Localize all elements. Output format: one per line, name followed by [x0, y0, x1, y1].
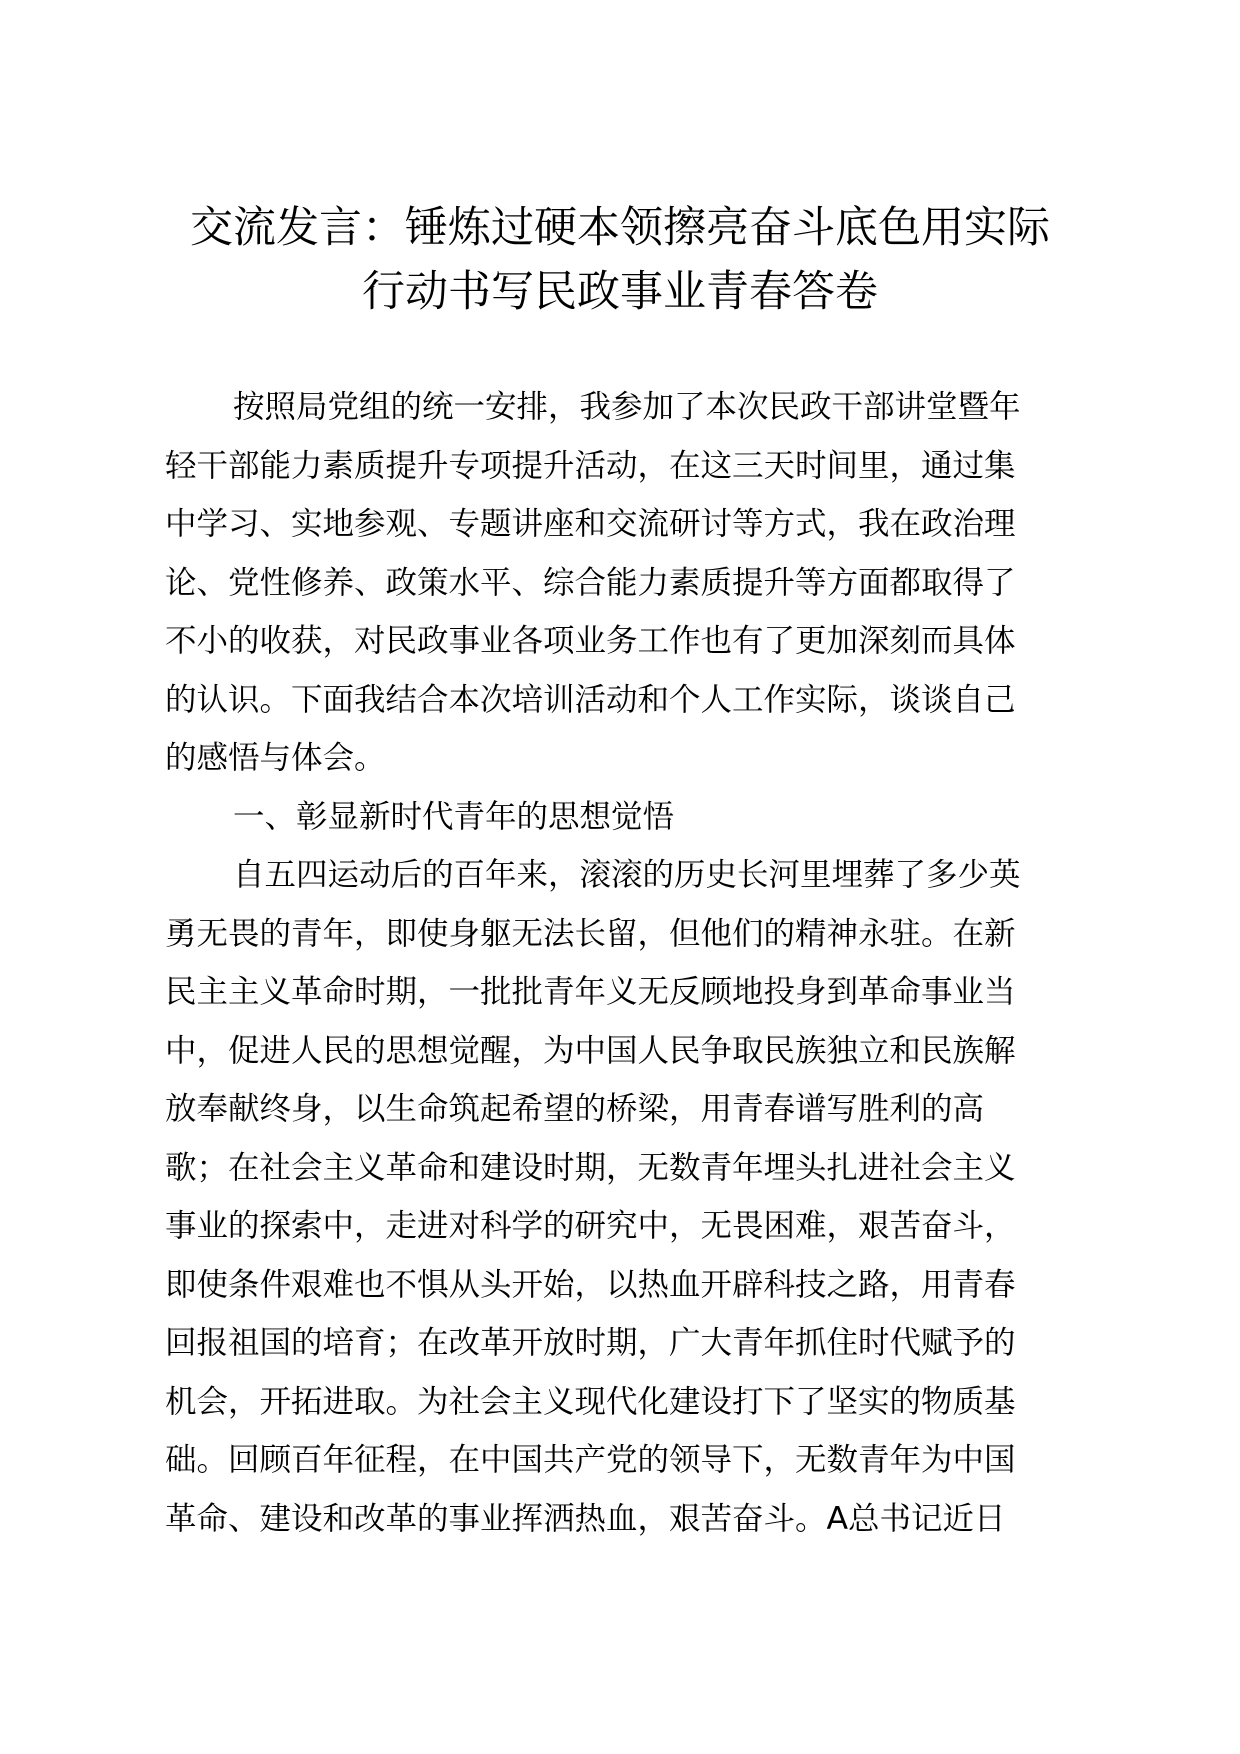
paragraph-line: 歌；在社会主义革命和建设时期，无数青年埋头扎进社会主义 [165, 1149, 1016, 1186]
paragraph-line: 民主主义革命时期，一批批青年义无反顾地投身到革命事业当 [165, 974, 1016, 1010]
title-line: 交流发言：锤炼过硬本领擦亮奋斗底色用实际 [190, 203, 1050, 253]
paragraph-line: 的感悟与体会。 [165, 740, 386, 776]
paragraph-line: 自五四运动后的百年来，滚滚的历史长河里埋葬了多少英 [233, 857, 1021, 893]
paragraph-line: 机会，开拓进取。为社会主义现代化建设打下了坚实的物质基 [165, 1383, 1016, 1420]
paragraph-line: 事业的探索中，走进对科学的研究中，无畏困难，艰苦奋斗， [165, 1208, 1016, 1244]
paragraph-line: 放奉献终身，以生命筑起希望的桥梁，用青春谱写胜利的高 [165, 1091, 985, 1127]
paragraph-line: 按照局党组的统一安排，我参加了本次民政干部讲堂暨年 [233, 389, 1021, 425]
paragraph-line: 中，促进人民的思想觉醒，为中国人民争取民族独立和民族解 [165, 1032, 1016, 1069]
paragraph-line: 轻干部能力素质提升专项提升活动，在这三天时间里，通过集 [165, 447, 1016, 484]
paragraph-line: 即使条件艰难也不惧从头开始，以热血开辟科技之路，用青春 [165, 1266, 1016, 1303]
document-title [150, 196, 1090, 324]
paragraph-line: 础。回顾百年征程，在中国共产党的领导下，无数青年为中国 [165, 1442, 1016, 1478]
paragraph-line: 中学习、实地参观、专题讲座和交流研讨等方式，我在政治理 [165, 506, 1016, 542]
paragraph-line: 回报祖国的培育；在改革开放时期，广大青年抓住时代赋予的 [165, 1325, 1016, 1361]
title-line: 行动书写民政事业青春答卷 [362, 267, 878, 317]
document-body [165, 378, 1070, 1548]
paragraph-line: 勇无畏的青年，即使身躯无法长留，但他们的精神永驻。在新 [165, 915, 1016, 952]
paragraph-line: 论、党性修养、政策水平、综合能力素质提升等方面都取得了 [165, 564, 1016, 601]
paragraph-line: 不小的收获，对民政事业各项业务工作也有了更加深刻而具体 [165, 623, 1016, 659]
section-heading: 一、彰显新时代青年的思想觉悟 [233, 798, 675, 835]
paragraph-line: 革命、建设和改革的事业挥洒热血，艰苦奋斗。A总书记近日 [165, 1500, 1006, 1537]
paragraph-line: 的认识。下面我结合本次培训活动和个人工作实际，谈谈自己 [165, 681, 1016, 718]
